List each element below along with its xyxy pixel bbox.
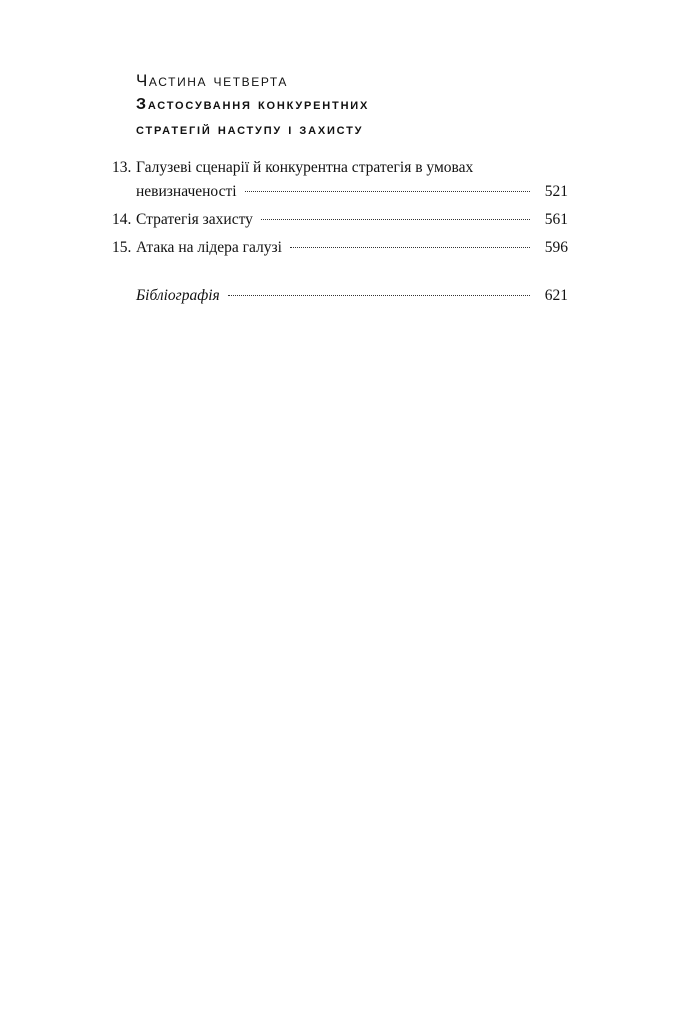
toc-entry-13[interactable] [112,156,568,204]
bibliography-label: Бібліографія [136,287,220,304]
part-label: Частина четверта [136,71,289,90]
toc-entry-number: 13. [112,159,132,176]
toc-entry-page: 596 [544,239,568,256]
toc-entry-number: 15. [112,239,132,256]
toc-entry-page: 561 [544,211,568,228]
dot-leader [228,295,530,296]
toc-entry-15[interactable] [112,236,568,260]
part-title-line-2: стратегій наступу і захисту [136,121,364,138]
toc-entry-title: Галузеві сценарії й конкурентна стратегія в умовах [136,159,474,176]
toc-entry-bibliography[interactable] [112,284,568,308]
toc-entry-title: Стратегія захисту [136,211,253,228]
toc-entry-title-continued: невизначеності [136,183,237,200]
toc-entry-number: 14. [112,211,132,228]
part-heading [136,70,556,142]
dot-leader [245,191,530,192]
toc-entry-title: Атака на лідера галузі [136,239,282,256]
dot-leader [290,247,530,248]
part-title-line-1: Застосування конкурентних [136,96,370,113]
bibliography-page: 621 [544,287,568,304]
toc-entry-page: 521 [544,183,568,200]
toc-entry-14[interactable] [112,208,568,232]
dot-leader [261,219,530,220]
table-of-contents [112,156,568,312]
